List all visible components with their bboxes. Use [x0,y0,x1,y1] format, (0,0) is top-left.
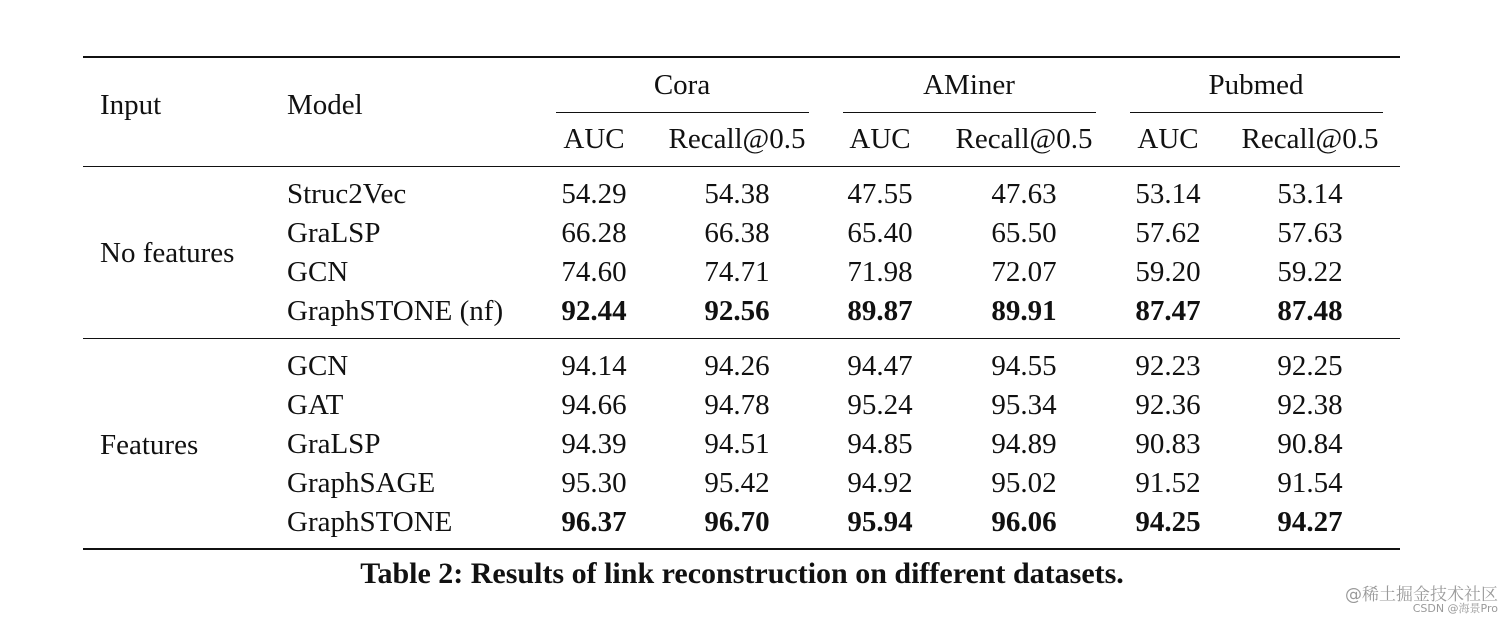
value-cell: 89.91 [991,295,1057,327]
bottom-rule [83,548,1400,550]
watermark-juejin: @稀土掘金技术社区 [1345,585,1498,605]
value-cell: 94.66 [561,389,627,421]
metric-header: Recall@0.5 [668,123,806,155]
model-name-cell: GraLSP [287,217,381,249]
value-cell: 95.34 [991,389,1057,421]
group-separator-rule [83,338,1400,339]
value-cell: 72.07 [991,256,1057,288]
metric-header: AUC [849,123,911,155]
value-cell: 53.14 [1135,178,1201,210]
value-cell: 91.54 [1277,467,1343,499]
value-cell: 91.52 [1135,467,1201,499]
input-column-header: Input [100,89,162,121]
value-cell: 95.02 [991,467,1057,499]
watermark-csdn: CSDN @海景Pro [1412,602,1498,615]
value-cell: 94.14 [561,350,627,382]
model-name-cell: Struc2Vec [287,178,407,210]
value-cell: 94.51 [704,428,770,460]
model-name-cell: GraLSP [287,428,381,460]
model-name-cell: GAT [287,389,344,421]
input-group-label: No features [100,237,235,269]
value-cell: 96.37 [561,506,627,538]
dataset-header-cora: Cora [653,69,711,101]
model-column-header: Model [287,89,363,121]
value-cell: 57.62 [1135,217,1201,249]
value-cell: 66.38 [704,217,770,249]
value-cell: 95.30 [561,467,627,499]
value-cell: 65.50 [991,217,1057,249]
value-cell: 94.27 [1277,506,1343,538]
value-cell: 53.14 [1277,178,1343,210]
model-name-cell: GCN [287,350,349,382]
value-cell: 90.83 [1135,428,1201,460]
value-cell: 94.39 [561,428,627,460]
value-cell: 89.87 [847,295,913,327]
value-cell: 90.84 [1277,428,1343,460]
value-cell: 96.06 [991,506,1057,538]
header-bottom-rule [83,166,1400,167]
metric-header: AUC [1137,123,1199,155]
aminer-header-rule [843,112,1096,113]
value-cell: 47.63 [991,178,1057,210]
top-rule [83,56,1400,58]
value-cell: 54.38 [704,178,770,210]
value-cell: 59.22 [1277,256,1343,288]
value-cell: 94.26 [704,350,770,382]
value-cell: 94.89 [991,428,1057,460]
pubmed-header-rule [1130,112,1383,113]
value-cell: 94.78 [704,389,770,421]
value-cell: 74.71 [704,256,770,288]
value-cell: 66.28 [561,217,627,249]
value-cell: 92.56 [704,295,770,327]
value-cell: 92.23 [1135,350,1201,382]
value-cell: 95.24 [847,389,913,421]
value-cell: 57.63 [1277,217,1343,249]
value-cell: 71.98 [847,256,913,288]
value-cell: 92.36 [1135,389,1201,421]
metric-header: AUC [563,123,625,155]
value-cell: 74.60 [561,256,627,288]
value-cell: 95.94 [847,506,913,538]
value-cell: 54.29 [561,178,627,210]
value-cell: 92.25 [1277,350,1343,382]
cora-header-rule [556,112,809,113]
value-cell: 87.47 [1135,295,1201,327]
value-cell: 94.25 [1135,506,1201,538]
model-name-cell: GraphSAGE [287,467,436,499]
input-group-label: Features [100,429,199,461]
value-cell: 92.44 [561,295,627,327]
table-caption: Table 2: Results of link reconstruction on different datasets. [360,557,1124,590]
value-cell: 87.48 [1277,295,1343,327]
value-cell: 96.70 [704,506,770,538]
value-cell: 65.40 [847,217,913,249]
value-cell: 47.55 [847,178,913,210]
dataset-header-aminer: AMiner [923,69,1015,101]
model-name-cell: GCN [287,256,349,288]
dataset-header-pubmed: Pubmed [1208,69,1304,101]
metric-header: Recall@0.5 [1241,123,1379,155]
model-name-cell: GraphSTONE (nf) [287,295,504,327]
value-cell: 59.20 [1135,256,1201,288]
metric-header: Recall@0.5 [955,123,1093,155]
model-name-cell: GraphSTONE [287,506,453,538]
value-cell: 94.47 [847,350,913,382]
value-cell: 94.85 [847,428,913,460]
value-cell: 94.92 [847,467,913,499]
value-cell: 95.42 [704,467,770,499]
value-cell: 94.55 [991,350,1057,382]
value-cell: 92.38 [1277,389,1343,421]
